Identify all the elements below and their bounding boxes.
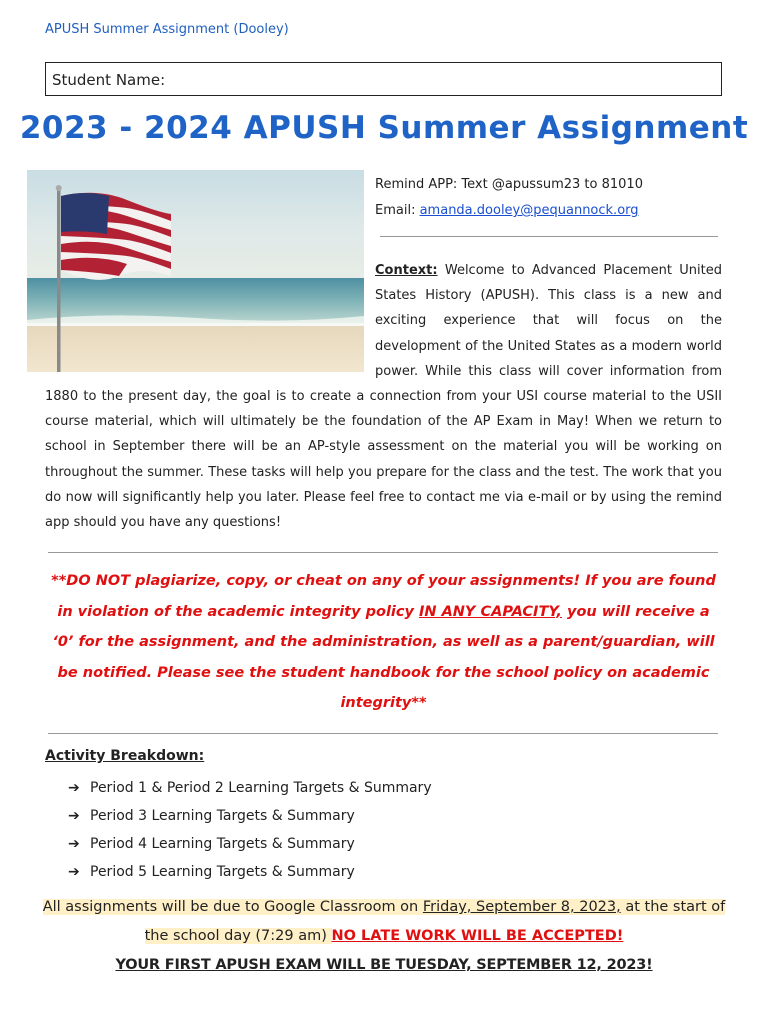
arrow-icon: ➔ [68,808,80,824]
arrow-icon: ➔ [68,836,80,852]
page-header: APUSH Summer Assignment (Dooley) [45,22,289,37]
context-text: Welcome to Advanced Placement United States History (APUSH). This class is a new and exciting experience that will focus on the development of the United States as a modern world power. While this class will cover information from 1880 to the present day, the goal is to create a connection from your USI course material to the USII course material, which will ultimately be the foundation of the AP Exam in May! When we return to school in September there will be an AP-style assessment on the material you will be working on throughout the summer. These tasks will help you prepare for the class and the test. The work that you do now will significantly help you later. Please feel free to contact me via e-mail or by using the remind app should you have any questions! [45,263,722,531]
list-item-label: Period 5 Learning Targets & Summary [90,864,355,880]
remind-app-text: Remind APP: Text @apussum23 to 81010 [375,177,643,192]
due-text-part2: at the start of the school day (7:29 am) [144,899,726,944]
list-item [68,802,432,830]
divider [48,733,718,734]
due-date: Friday, September 8, 2023, [422,899,621,915]
activity-list [68,774,432,886]
due-text-part1: All assignments will be due to Google Classroom on [42,899,423,915]
warning-text-part2: you will receive a ‘0’ for the assignment, and the administration, as well as a parent/guardian, will be notified. Please see the student handbook for the school policy on academic integrity** [52,603,715,711]
arrow-icon: ➔ [68,780,80,796]
student-name-field[interactable] [45,62,722,96]
list-item-label: Period 3 Learning Targets & Summary [90,808,355,824]
page-title: 2023 - 2024 APUSH Summer Assignment [19,110,749,146]
divider [48,552,718,553]
academic-integrity-warning [45,566,722,719]
contact-info [375,172,643,224]
divider [380,236,718,237]
arrow-icon: ➔ [68,864,80,880]
list-item [68,774,432,802]
context-label: Context: [375,263,438,278]
list-item [68,858,432,886]
due-date-notice [40,893,728,980]
warning-emphasis: IN ANY CAPACITY, [418,603,562,620]
email-link[interactable]: amanda.dooley@pequannock.org [419,203,639,218]
warning-text-part1: **DO NOT plagiarize, copy, or cheat on any of your assignments! If you are found in violation of the academic integrity policy [51,573,716,620]
list-item-label: Period 4 Learning Targets & Summary [90,836,355,852]
no-late-work-notice: NO LATE WORK WILL BE ACCEPTED! [331,928,624,944]
first-exam-notice: YOUR FIRST APUSH EXAM WILL BE TUESDAY, SEPTEMBER 12, 2023! [115,957,653,973]
activity-breakdown-heading: Activity Breakdown: [45,748,205,764]
list-item [68,830,432,858]
student-name-label: Student Name: [52,71,166,89]
context-paragraph [45,258,722,535]
email-line [375,198,643,224]
email-label: Email: [375,203,420,218]
list-item-label: Period 1 & Period 2 Learning Targets & Summary [90,780,432,796]
